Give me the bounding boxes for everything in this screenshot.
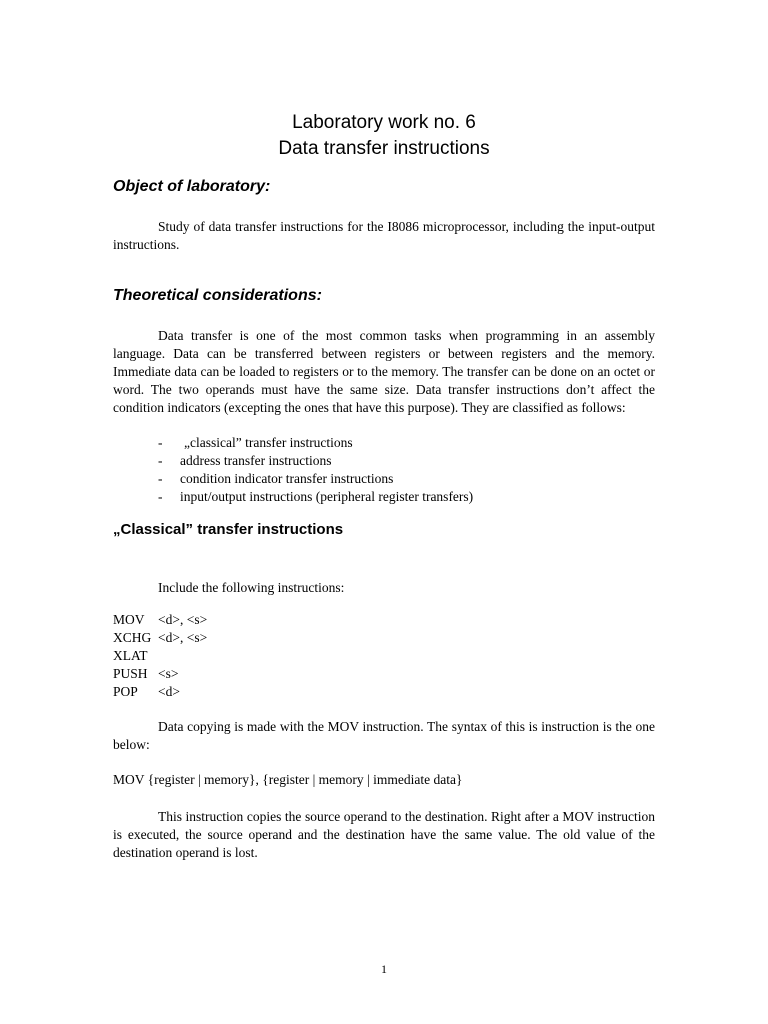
list-item-text: input/output instructions (peripheral register transfers) [180, 489, 474, 504]
theory-heading: Theoretical considerations: [113, 287, 322, 304]
instruction-args: <d>, <s> [158, 612, 208, 627]
list-item [158, 434, 473, 452]
object-heading: Object of laboratory: [113, 178, 271, 195]
mov-paragraph: Data copying is made with the MOV instruction. The syntax of this is instruction is the one below: [113, 719, 655, 752]
instruction-args: <d> [158, 684, 180, 699]
dash-marker: - [158, 471, 163, 486]
dash-marker: - [158, 453, 163, 468]
list-item-text: „classical” transfer instructions [184, 435, 353, 450]
instruction-list [113, 611, 207, 701]
page-number: 1 [381, 962, 387, 976]
title-line-1: Laboratory work no. 6 [292, 112, 476, 133]
theory-paragraph: Data transfer is one of the most common tasks when programming in an assembly language. Data can be transferred between registers or between registers and the memory. Immediate data can be loaded to registers or to the memory. The transfer can be done on an octet or word. The two operands must have the same size. Data transfer instructions don’t affect the condition indicators (excepting the ones that have this purpose). They are classified as follows: [113, 328, 655, 415]
object-paragraph: Study of data transfer instructions for the I8086 microprocessor, including the input-output instructions. [113, 219, 655, 252]
classical-intro: Include the following instructions: [158, 580, 345, 595]
instruction-opcode: PUSH [113, 666, 148, 681]
instruction-args: <d>, <s> [158, 630, 208, 645]
instruction-row [113, 647, 207, 665]
list-item-text: address transfer instructions [180, 453, 332, 468]
instruction-args: <s> [158, 666, 179, 681]
list-item [158, 470, 473, 488]
dash-marker: - [158, 435, 163, 450]
instruction-row [113, 611, 207, 629]
instruction-row [113, 683, 207, 701]
instruction-row [113, 629, 207, 647]
instruction-opcode: POP [113, 684, 138, 699]
classical-heading: „Classical” transfer instructions [113, 521, 344, 538]
title-line-2: Data transfer instructions [278, 138, 490, 159]
classification-list [158, 434, 473, 506]
dash-marker: - [158, 489, 163, 504]
instruction-row [113, 665, 207, 683]
copy-paragraph: This instruction copies the source operand to the destination. Right after a MOV instruction is executed, the source operand and the destination have the same value. The old value of the destination operand is lost. [113, 809, 655, 860]
mov-syntax: MOV {register | memory}, {register | memory | immediate data} [113, 772, 463, 787]
instruction-opcode: XLAT [113, 648, 148, 663]
instruction-opcode: XCHG [113, 630, 152, 645]
list-item-text: condition indicator transfer instructions [180, 471, 394, 486]
list-item [158, 488, 473, 506]
list-item [158, 452, 473, 470]
instruction-opcode: MOV [113, 612, 145, 627]
